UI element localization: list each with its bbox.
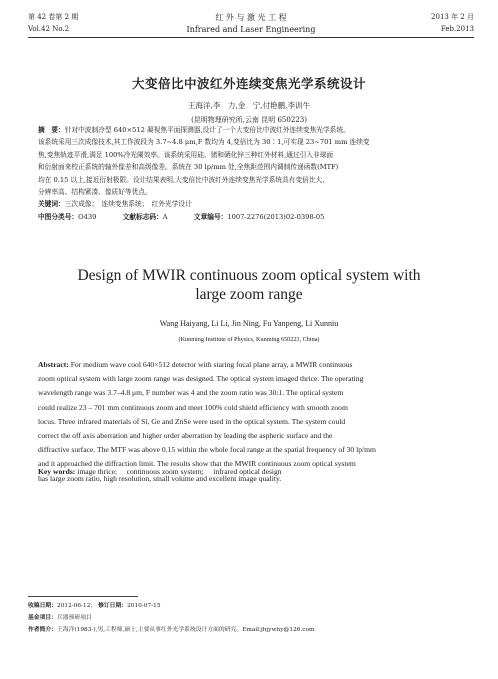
doc-code: A <box>162 212 168 221</box>
affiliation-cn: (昆明物理研究所,云南 昆明 650223) <box>191 116 307 124</box>
journal-name-en: Infrared and Laser Engineering <box>186 25 316 34</box>
volume-issue-cn: 第 42 卷第 2 期 <box>28 13 79 21</box>
keywords-cn-text: 三次成像； 连续变焦系统； 红外光学设计 <box>64 200 192 209</box>
keywords-cn-label: 关键词： <box>38 200 65 209</box>
keywords-en-text: image thrice; continuous zoom system; infrared optical design <box>77 467 282 476</box>
paper-title-cn: 大变倍比中波红外连续变焦光学系统设计 <box>131 76 366 91</box>
affiliation-en: (Kunming Institute of Physics, Kunming 650223, China) <box>178 336 320 343</box>
abstract-en-label: Abstract: <box>38 360 69 369</box>
abstract-cn-label: 摘 要： <box>38 126 65 134</box>
abstract-en-line: wavelength range was 3.7–4.8 μm, F number was 4 and the zoom ratio was 30:1. The optical system <box>38 388 344 398</box>
abstract-en-line: and it approached the diffraction limit. The results show that the MWIR continuous zoom optical system <box>38 459 356 469</box>
abstract-cn-line: 该系统采用三次成像技术,其工作波段为 3.7~4.8 μm,F 数均为 4,变倍比为 30∶1,可实现 23~701 mm 连续变 <box>38 138 370 147</box>
keywords-en <box>38 466 464 477</box>
abstract-en-line: diffractive surface. The MTF was above 0.15 within the whole focal range at the spatial frequency of 30 lp/mm <box>38 445 376 455</box>
date-en: Feb.2013 <box>440 25 474 33</box>
abstract-en-line: could realize 23 – 701 mm continuous zoom and meet 100% cold shield efficiency with smooth zoom <box>38 402 348 412</box>
abstract-en-line: Abstract: For medium wave cool 640×512 detector with staring focal plane array, a MWIR continuous <box>38 360 353 369</box>
abstract-en-line: correct the off axis aberration and higher order aberration by leading the aspheric surface and the <box>38 431 333 441</box>
received-date: 2012-06-12； <box>57 603 97 609</box>
date-cn: 2013 年 2 月 <box>431 13 474 21</box>
abstract-en-line: locus. Three infrared materials of Si, Ge and ZnSe were used in the optical system. The system could <box>38 416 346 426</box>
footnote-bio: 作者简介：王海洋(1983-),男,工程师,硕士,主要从事红外光学系统设计方面的研究。Email:jhjywhy@126.com <box>28 627 315 633</box>
abstract-cn <box>38 124 464 223</box>
footnote-dates: 收稿日期：2012-06-12； 修订日期：2010-07-15 <box>28 603 161 609</box>
revised-date: 2010-07-15 <box>127 603 161 609</box>
header-rule <box>28 37 474 38</box>
abstract-en-line: has large zoom ratio, high resolution, small volume and excellent image quality. <box>38 473 282 483</box>
abstract-en-line: zoom optical system with large zoom range was designed. The optical system imaged thrice. The operating <box>38 374 364 384</box>
keywords-en-label: Key words: <box>38 467 76 476</box>
volume-issue-en: Vol.42 No.2 <box>28 25 70 33</box>
clc-number: O439 <box>78 212 97 221</box>
abstract-cn-line: 摘 要：针对中波制冷型 640×512 凝视焦平面探测器,设计了一个大变倍比中波红外连续变焦光学系统。 <box>38 126 350 134</box>
abstract-cn-line: 均在 0.15 以上,接近衍射极限。设计结果表明,大变倍比中波红外连续变焦光学系统具有变倍比大、 <box>38 175 329 184</box>
footnote-fund: 基金项目：兵器预研项目 <box>28 615 92 621</box>
footnote-rule <box>28 596 138 597</box>
fund-text: 兵器预研项目 <box>57 615 92 621</box>
authors-cn: 王海洋,李 力,金 宁,付艳鹏,李训牛 <box>187 101 311 110</box>
article-number: 1007-2276(2013)02-0398-05 <box>227 212 325 221</box>
abstract-cn-line: 焦,变焦轨迹平滑,满足 100%冷光阑效率。该系统采用硅、锗和硒化锌三种红外材料,通过引入非球面 <box>38 150 334 159</box>
keywords-cn <box>38 198 464 210</box>
paper-title-en: Design of MWIR continuous zoom optical system with large zoom range <box>77 267 421 303</box>
abstract-cn-line: 和衍射面来校正系统的轴外像差和高级像差。系统在 30 lp/mm 处,全焦距范围内调制传递函数(MTF) <box>38 163 339 172</box>
authors-en: Wang Haiyang, Li Li, Jin Ning, Fu Yanpeng, Li Xunniu <box>159 319 339 328</box>
abstract-cn-line: 分辨率高、结构紧凑、像质好等优点。 <box>38 188 152 197</box>
classification-cn: 中图分类号：O439 文献标志码：A 文章编号：1007-2276(2013)02-0398-05 <box>38 212 325 221</box>
journal-name-cn: 红 外 与 激 光 工 程 <box>215 13 287 22</box>
author-bio: 王海洋(1983-),男,工程师,硕士,主要从事红外光学系统设计方面的研究。Email:jhjywhy@126.com <box>57 627 315 633</box>
